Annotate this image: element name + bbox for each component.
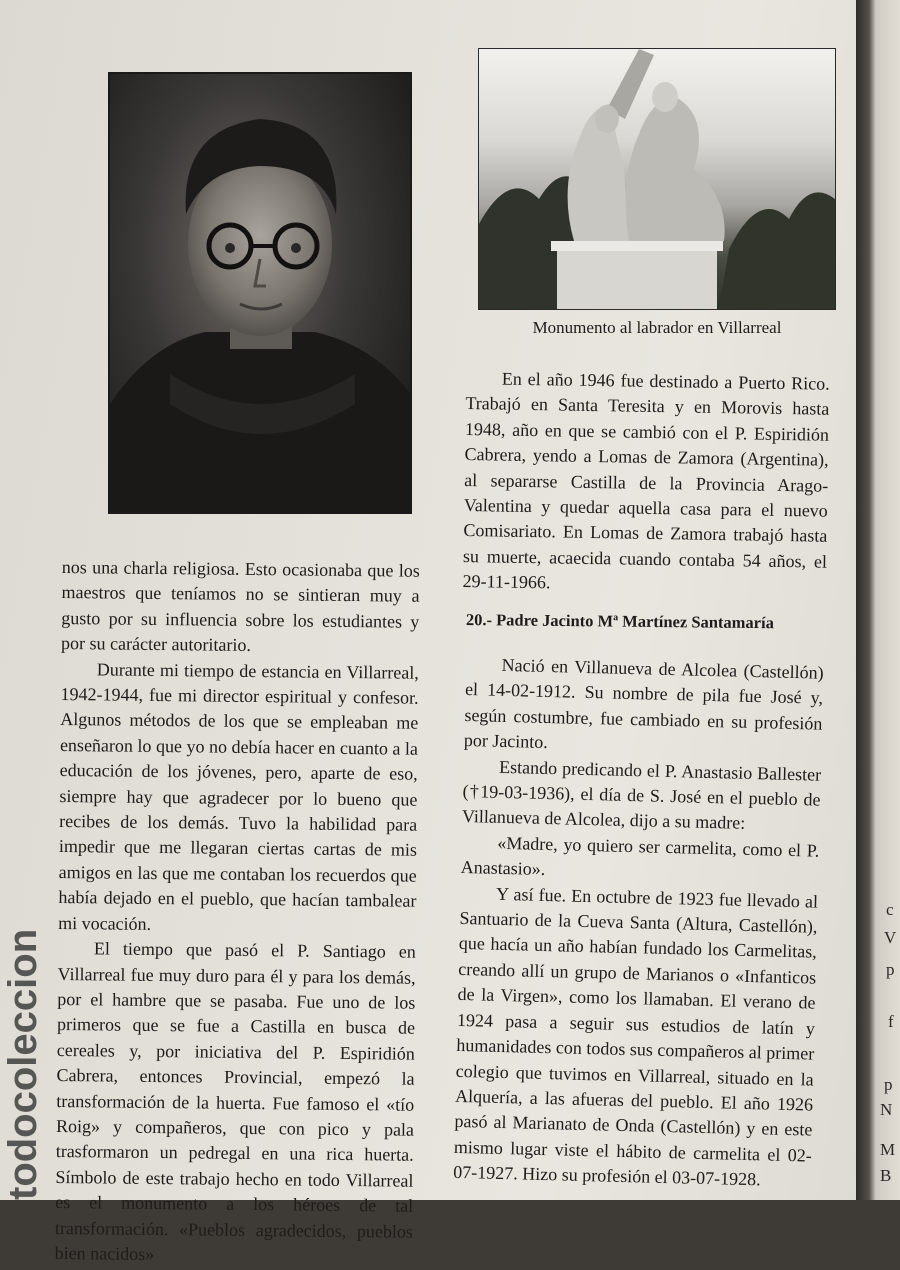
paragraph: El tiempo que pasó el P. Santiago en Villarreal fue muy duro para él y para los demás, por el hambre que se pasaba. Fue uno de los primeros que se fue a Castilla en busca de cereales y, por iniciativa del P. Espiridión Cabrera, entonces Provincial, empezó la transformación de la huerta. Fue famoso el «tío Roig» y compañeros, que con pico y pala trasformaron un pedregal en una rica huerta. Símbolo de este trabajo hecho en todo Villarreal es el monumento a los héroes de tal transformación. «Pueblos agradecidos, pueblos bien nacidos» — [54, 938, 416, 1264]
paragraph: Nació en Villanueva de Alcolea (Castellón) el 14-02-1912. Su nombre de pila fue José y, según costumbre, fue cambiado en su profesión por Jacinto. — [463, 654, 824, 753]
edge-fragment: c — [886, 900, 894, 919]
paragraph: «Madre, yo quiero ser carmelita, como el P. Anastasio». — [460, 832, 820, 880]
edge-fragment: p — [886, 960, 895, 979]
edge-fragment: B — [880, 1166, 892, 1185]
adjacent-page-edge — [856, 0, 900, 1200]
portrait-photo — [108, 72, 412, 514]
monument-illustration — [479, 49, 835, 309]
edge-fragment: f — [888, 1012, 894, 1031]
paragraph: En el año 1946 fue destinado a Puerto Rico. Trabajó en Santa Teresita y en Morovis hasta 1948, año en que se cambió con el P. Espiridión Cabrera, yendo a Lomas de Zamora (Argentina), al separarse Castilla de la Provincia Arago-Valentina y quedar aquella casa para el nuevo Comisariato. En Lomas de Zamora trabajó hasta su muerte, acaecida cuando contaba 54 años, el 29-11-1966. — [462, 368, 830, 593]
edge-fragment: V — [884, 928, 897, 947]
right-column-top — [462, 366, 830, 600]
monument-photo — [478, 48, 836, 310]
edge-fragment: p — [884, 1075, 893, 1094]
paragraph: Y así fue. En octubre de 1923 fue llevado al Santuario de la Cueva Santa (Altura, Castellón), que hacía un año habían fundado los Carmelitas, creando allí un grupo de Marianos o «Infanticos de la Virgen», como los llamaban. El verano de 1924 pasa a seguir sus estudios de latín y humanidades con todos sus compañeros al primer colegio que tuvimos en Villarreal, situado en la Alquería, a las afueras del pueblo. El año 1926 pasó al Marianato de Onda (Castellón) y en este mismo lugar viste el hábito de carmelita el 02-07-1927. Hizo su profesión el 03-07-1928. — [453, 883, 819, 1190]
watermark: todocoleccion — [1, 928, 45, 1200]
photo-caption: Monumento al labrador en Villarreal — [532, 318, 782, 337]
edge-fragment: N — [880, 1100, 893, 1119]
section-heading: 20.- Padre Jacinto Mª Martínez Santamaría — [465, 610, 774, 633]
edge-fragment: M — [880, 1140, 896, 1159]
paragraph: Estando predicando el P. Anastasio Ballester (†19-03-1936), el día de S. José en el pueblo de Villanueva de Alcolea, dijo a su madre: — [461, 756, 822, 834]
left-column — [55, 555, 420, 1270]
right-column-bottom — [453, 652, 824, 1194]
paragraph: nos una charla religiosa. Esto ocasionaba que los maestros que teníamos no se sintieran muy a gusto por su influencia sobre los estudiantes y por su carácter autoritario. — [60, 556, 420, 656]
paragraph: Durante mi tiempo de estancia en Villarreal, 1942-1944, fue mi director espiritual y confesor. Algunos métodos de los que se empleaban me enseñaron lo que yo no debía hacer en cuanto a la educación de los jóvenes, pero, aparte de eso, siempre hay que agradecer por lo bueno que recibes de los demás. Tuvo la habilidad para impedir que me llegaran ciertas cartas de mis amigos en las que me contaban los recuerdos que había dejado en el pueblo, que hacían tambalear mi vocación. — [58, 658, 419, 934]
portrait-illustration — [110, 74, 410, 512]
